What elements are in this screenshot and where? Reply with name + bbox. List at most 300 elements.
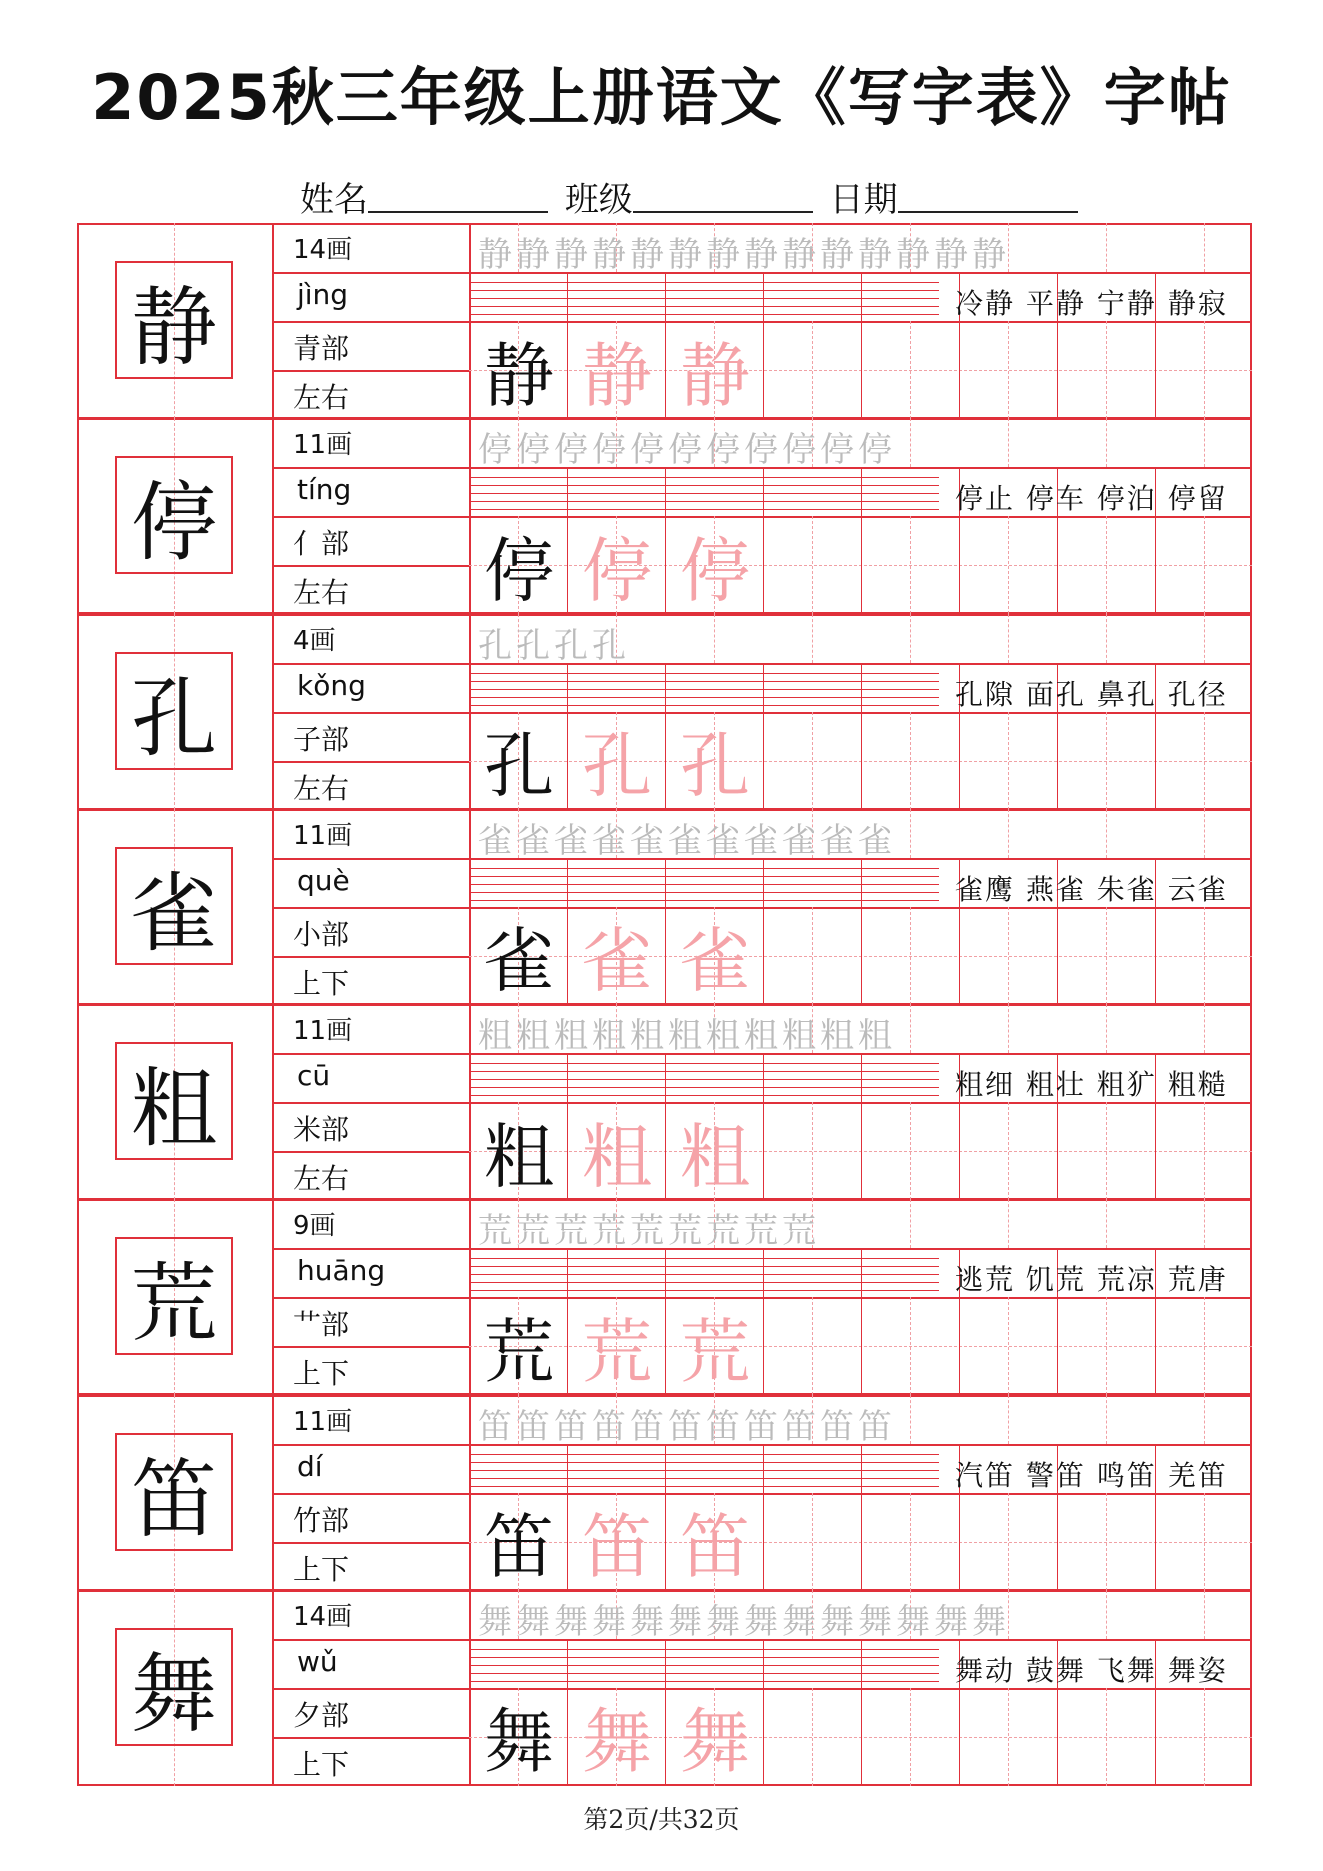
guide-line — [1008, 907, 1009, 1005]
date-label: 日期 — [829, 180, 898, 220]
example-words: 汽笛 警笛 鸣笛 羌笛 — [955, 1458, 1228, 1492]
info-row-stroke-count — [273, 1395, 469, 1444]
character-info — [273, 614, 469, 810]
guide-line — [1204, 1688, 1205, 1786]
info-row-structure — [273, 761, 469, 810]
pinyin-line — [469, 1071, 939, 1072]
pinyin-line — [469, 705, 939, 706]
guide-line — [812, 1688, 813, 1786]
cell-divider — [959, 907, 960, 1005]
character-block — [77, 1199, 1252, 1395]
main-character: 舞 — [131, 1644, 217, 1745]
cell-divider — [1057, 1688, 1058, 1786]
cell-divider — [861, 1053, 862, 1102]
row-divider — [273, 1493, 469, 1495]
cell-divider — [763, 467, 764, 516]
guide-line — [812, 907, 813, 1005]
pinyin-line — [469, 868, 939, 869]
main-character: 雀 — [131, 863, 217, 964]
example-words: 舞动 鼓舞 飞舞 舞姿 — [955, 1653, 1228, 1687]
character-block — [77, 1395, 1252, 1591]
pinyin-text: jìng — [297, 278, 349, 311]
stroke-count-text: 11画 — [293, 1016, 353, 1046]
info-row-pinyin — [273, 1248, 469, 1297]
info-row-stroke-count — [273, 614, 469, 663]
row-divider — [273, 1639, 469, 1641]
character-info — [273, 809, 469, 1005]
pinyin-line — [469, 501, 939, 502]
pinyin-line — [469, 485, 939, 486]
guide-line — [1204, 516, 1205, 614]
stroke-count-text: 14画 — [293, 1601, 353, 1632]
character-block — [77, 614, 1252, 810]
guide-line — [812, 1102, 813, 1200]
cell-divider — [763, 272, 764, 321]
cell-divider — [959, 1688, 960, 1786]
info-row-pinyin — [273, 663, 469, 712]
guide-line — [1008, 1493, 1009, 1591]
page-title: 2025秋三年级上册语文《写字表》字帖 — [91, 61, 1232, 134]
pinyin-text: kǒng — [297, 668, 366, 702]
stroke-order-sequence: 粗粗粗粗粗粗粗粗粗粗粗 — [478, 1016, 896, 1056]
radical-text: 夕部 — [293, 1698, 350, 1732]
cell-divider — [861, 1444, 862, 1493]
cell-divider — [763, 1053, 764, 1102]
stroke-count-text: 11画 — [293, 1406, 353, 1437]
stroke-order-sequence: 孔孔孔孔 — [478, 625, 630, 666]
main-character-box — [115, 1237, 233, 1355]
main-character-box — [115, 1433, 233, 1551]
cell-divider — [665, 1444, 666, 1493]
character-block — [77, 223, 1252, 419]
example-words: 停止 停车 停泊 停留 — [955, 482, 1228, 516]
pinyin-line — [469, 697, 939, 698]
class-blank[interactable] — [633, 181, 813, 213]
guide-line — [910, 516, 911, 614]
pinyin-line — [469, 1095, 939, 1096]
pinyin-line — [469, 1673, 939, 1674]
pinyin-line — [469, 1665, 939, 1666]
cell-divider — [861, 516, 862, 614]
row-divider — [273, 663, 469, 665]
stroke-order-row — [470, 614, 1250, 666]
pinyin-line — [469, 1282, 939, 1283]
pinyin-text: dí — [297, 1449, 323, 1483]
info-row-radical — [273, 1493, 469, 1542]
info-row-structure — [273, 370, 469, 419]
cell-divider — [861, 1248, 862, 1297]
guide-line — [910, 712, 911, 810]
info-row-radical — [273, 712, 469, 761]
stroke-order-sequence: 笛笛笛笛笛笛笛笛笛笛笛 — [478, 1406, 896, 1447]
character-info — [273, 1395, 469, 1591]
structure-text: 左右 — [293, 381, 350, 414]
main-character-box — [115, 847, 233, 965]
cell-divider — [1155, 712, 1156, 810]
guide-line — [910, 1493, 911, 1591]
stroke-order-row — [470, 1004, 1250, 1056]
info-row-pinyin — [273, 272, 469, 321]
character-info — [273, 1004, 469, 1200]
pinyin-line — [469, 892, 939, 893]
cell-divider — [1057, 1493, 1058, 1591]
main-character: 笛 — [131, 1449, 217, 1550]
cell-divider — [763, 1248, 764, 1297]
cell-divider — [1057, 712, 1058, 810]
guide-line — [812, 712, 813, 810]
practice-trace-char[interactable]: 雀 — [582, 920, 652, 1003]
radical-text: 亻部 — [293, 527, 350, 561]
pinyin-text: què — [297, 863, 350, 897]
guide-line — [1204, 907, 1205, 1005]
radical-text: 米部 — [293, 1113, 350, 1146]
pinyin-line — [469, 876, 939, 877]
row-divider — [273, 712, 469, 714]
info-row-stroke-count — [273, 1004, 469, 1053]
pinyin-line — [469, 689, 939, 690]
guide-line — [1008, 1297, 1009, 1395]
cell-divider — [861, 1102, 862, 1200]
example-words: 逃荒 饥荒 荒凉 荒唐 — [955, 1263, 1228, 1297]
guide-line — [910, 1688, 911, 1786]
practice-model-char: 静 — [484, 334, 554, 417]
name-blank[interactable] — [368, 181, 548, 213]
radical-text: 子部 — [293, 722, 350, 756]
stroke-order-row — [470, 418, 1250, 471]
pinyin-line — [469, 1266, 939, 1267]
character-info — [273, 1590, 469, 1786]
practice-trace-char[interactable]: 孔 — [582, 725, 652, 807]
structure-text: 左右 — [293, 576, 350, 610]
practice-model-char: 舞 — [484, 1701, 554, 1784]
info-row-radical — [273, 1688, 469, 1737]
guide-line — [1106, 907, 1107, 1005]
pinyin-line — [469, 900, 939, 901]
row-divider — [273, 321, 469, 323]
cell-divider — [665, 1248, 666, 1297]
info-row-radical — [273, 516, 469, 565]
practice-trace-char[interactable]: 舞 — [680, 1701, 750, 1784]
stroke-order-row — [470, 1590, 1250, 1642]
cell-divider — [861, 712, 862, 810]
row-divider — [273, 1444, 469, 1446]
practice-trace-char[interactable]: 孔 — [680, 725, 750, 807]
row-divider — [273, 565, 469, 567]
guide-line — [1106, 321, 1107, 419]
guide-line — [1204, 321, 1205, 419]
row-divider — [273, 467, 469, 469]
character-block — [77, 809, 1252, 1005]
guide-line — [1008, 321, 1009, 419]
guide-line — [1106, 516, 1107, 614]
pinyin-line — [469, 306, 939, 307]
cell-divider — [1155, 321, 1156, 419]
practice-trace-char[interactable]: 笛 — [582, 1506, 652, 1588]
guide-line — [1106, 1297, 1107, 1395]
cell-divider — [1155, 1297, 1156, 1395]
cell-divider — [1155, 1493, 1156, 1591]
practice-model-char: 荒 — [484, 1310, 554, 1393]
cell-divider — [665, 467, 666, 516]
info-row-radical — [273, 1297, 469, 1346]
info-row-pinyin — [273, 858, 469, 907]
cell-divider — [1057, 1297, 1058, 1395]
info-row-pinyin — [273, 1639, 469, 1688]
cell-divider — [861, 321, 862, 419]
student-info-line — [300, 172, 1084, 218]
stroke-order-row — [470, 809, 1250, 861]
main-character-box — [115, 261, 233, 379]
cell-divider — [763, 1444, 764, 1493]
pinyin-line — [469, 298, 939, 299]
structure-text: 上下 — [293, 1747, 350, 1781]
row-divider — [273, 1053, 469, 1055]
practice-trace-char[interactable]: 笛 — [680, 1506, 750, 1588]
example-words: 雀鹰 燕雀 朱雀 云雀 — [955, 872, 1228, 906]
row-divider — [273, 1102, 469, 1104]
guide-line — [1106, 1102, 1107, 1200]
cell-divider — [959, 1102, 960, 1200]
stroke-order-sequence: 荒荒荒荒荒荒荒荒荒 — [478, 1211, 820, 1252]
guide-line — [812, 1297, 813, 1395]
pinyin-text: cū — [297, 1059, 331, 1092]
practice-trace-char[interactable]: 静 — [680, 334, 750, 417]
row-divider — [273, 370, 469, 372]
guide-line — [910, 1297, 911, 1395]
practice-trace-char[interactable]: 静 — [582, 334, 652, 417]
cell-divider — [861, 907, 862, 1005]
practice-trace-char[interactable]: 舞 — [582, 1701, 652, 1784]
pinyin-line — [469, 1478, 939, 1479]
cell-divider — [665, 858, 666, 907]
cell-divider — [567, 663, 568, 712]
cell-divider — [861, 663, 862, 712]
cell-divider — [861, 1493, 862, 1591]
guide-line — [1106, 1688, 1107, 1786]
row-divider — [273, 1737, 469, 1739]
practice-model-char: 笛 — [484, 1506, 554, 1588]
pinyin-line — [469, 1290, 939, 1291]
row-divider — [273, 858, 469, 860]
stroke-order-row — [470, 1199, 1250, 1252]
class-label: 班级 — [564, 180, 633, 220]
main-character: 孔 — [131, 668, 217, 769]
character-block — [77, 1590, 1252, 1786]
stroke-order-row — [470, 1395, 1250, 1447]
pinyin-line — [469, 509, 939, 510]
pinyin-line — [469, 1649, 939, 1650]
row-divider — [273, 1346, 469, 1348]
radical-text: 青部 — [293, 332, 350, 365]
character-block — [77, 1004, 1252, 1200]
structure-text: 上下 — [293, 1357, 350, 1391]
pinyin-line — [469, 1274, 939, 1275]
pinyin-line — [469, 1063, 939, 1064]
pinyin-line — [469, 1258, 939, 1259]
row-divider — [273, 907, 469, 909]
example-words: 冷静 平静 宁静 静寂 — [955, 287, 1228, 320]
guide-line — [1106, 1493, 1107, 1591]
info-row-structure — [273, 565, 469, 614]
cell-divider — [567, 1444, 568, 1493]
pinyin-line — [469, 314, 939, 315]
cell-divider — [763, 1639, 764, 1688]
pinyin-line — [469, 1462, 939, 1463]
cell-divider — [665, 1053, 666, 1102]
radical-text: 小部 — [293, 917, 350, 951]
page-number: 第2页/共32页 — [583, 1805, 740, 1834]
cell-divider — [1155, 516, 1156, 614]
cell-divider — [1057, 1102, 1058, 1200]
cell-divider — [959, 1297, 960, 1395]
cell-divider — [665, 272, 666, 321]
pinyin-line — [469, 1486, 939, 1487]
practice-trace-char[interactable]: 停 — [680, 529, 750, 612]
main-character-box — [115, 1628, 233, 1746]
practice-model-char: 粗 — [484, 1115, 554, 1198]
pinyin-line — [469, 493, 939, 494]
row-divider — [273, 1542, 469, 1544]
main-character-box — [115, 1042, 233, 1160]
pinyin-line — [469, 1470, 939, 1471]
row-divider — [273, 1297, 469, 1299]
pinyin-line — [469, 1087, 939, 1088]
practice-sheet — [77, 223, 1252, 1785]
example-words: 粗细 粗壮 粗犷 粗糙 — [955, 1068, 1228, 1101]
guide-line — [1008, 1102, 1009, 1200]
cell-divider — [665, 663, 666, 712]
example-words: 孔隙 面孔 鼻孔 孔径 — [955, 677, 1228, 711]
pinyin-line — [469, 673, 939, 674]
pinyin-line — [469, 1454, 939, 1455]
row-divider — [273, 516, 469, 518]
stroke-count-text: 9画 — [293, 1211, 336, 1242]
cell-divider — [959, 516, 960, 614]
info-row-pinyin — [273, 1053, 469, 1102]
stroke-order-sequence: 雀雀雀雀雀雀雀雀雀雀雀 — [478, 820, 896, 861]
stroke-count-text: 11画 — [293, 430, 353, 461]
guide-line — [812, 321, 813, 419]
pinyin-line — [469, 1657, 939, 1658]
info-row-structure — [273, 1542, 469, 1591]
row-divider — [273, 1151, 469, 1153]
stroke-order-row — [470, 223, 1250, 275]
stroke-count-text: 4画 — [293, 625, 336, 656]
cell-divider — [1057, 321, 1058, 419]
cell-divider — [1155, 907, 1156, 1005]
pinyin-text: tíng — [297, 473, 352, 507]
character-info — [273, 223, 469, 419]
stroke-order-sequence: 舞舞舞舞舞舞舞舞舞舞舞舞舞舞 — [478, 1601, 1010, 1642]
character-info — [273, 418, 469, 614]
cell-divider — [1155, 1688, 1156, 1786]
cell-divider — [1057, 516, 1058, 614]
main-character: 静 — [131, 278, 217, 378]
guide-line — [910, 907, 911, 1005]
structure-text: 左右 — [293, 771, 350, 805]
main-character: 停 — [131, 473, 217, 574]
row-divider — [273, 1248, 469, 1250]
cell-divider — [763, 663, 764, 712]
info-row-stroke-count — [273, 1590, 469, 1639]
cell-divider — [665, 1639, 666, 1688]
practice-trace-char[interactable]: 停 — [582, 529, 652, 612]
radical-text: 艹部 — [293, 1308, 350, 1342]
cell-divider — [959, 1493, 960, 1591]
row-divider — [273, 956, 469, 958]
guide-line — [910, 1102, 911, 1200]
cell-divider — [567, 272, 568, 321]
info-row-pinyin — [273, 1444, 469, 1493]
pinyin-line — [469, 477, 939, 478]
guide-line — [1204, 1493, 1205, 1591]
cell-divider — [861, 858, 862, 907]
cell-divider — [959, 321, 960, 419]
stroke-order-sequence: 静静静静静静静静静静静静静静 — [478, 235, 1010, 275]
cell-divider — [567, 858, 568, 907]
cell-divider — [861, 1639, 862, 1688]
guide-line — [1008, 1688, 1009, 1786]
info-row-pinyin — [273, 467, 469, 516]
info-row-radical — [273, 1102, 469, 1151]
guide-line — [1008, 712, 1009, 810]
stroke-order-sequence: 停停停停停停停停停停停 — [478, 430, 896, 471]
pinyin-line — [469, 290, 939, 291]
main-character: 荒 — [131, 1254, 217, 1355]
info-row-stroke-count — [273, 418, 469, 467]
practice-trace-char[interactable]: 粗 — [582, 1115, 652, 1198]
cell-divider — [959, 712, 960, 810]
info-row-stroke-count — [273, 223, 469, 272]
pinyin-line — [469, 1681, 939, 1682]
cell-divider — [763, 858, 764, 907]
cell-divider — [861, 1688, 862, 1786]
structure-text: 上下 — [293, 1552, 350, 1586]
info-row-radical — [273, 321, 469, 370]
structure-text: 上下 — [293, 966, 350, 1000]
practice-trace-char[interactable]: 粗 — [680, 1115, 750, 1198]
practice-trace-char[interactable]: 雀 — [680, 920, 750, 1003]
cell-divider — [567, 1639, 568, 1688]
pinyin-line — [469, 1079, 939, 1080]
practice-trace-char[interactable]: 荒 — [680, 1310, 750, 1393]
stroke-count-text: 11画 — [293, 820, 353, 851]
practice-model-char: 停 — [484, 529, 554, 612]
info-row-radical — [273, 907, 469, 956]
guide-line — [910, 321, 911, 419]
radical-text: 竹部 — [293, 1503, 350, 1537]
pinyin-line — [469, 884, 939, 885]
character-info — [273, 1199, 469, 1395]
main-character-box — [115, 456, 233, 574]
row-divider — [273, 761, 469, 763]
pinyin-line — [469, 282, 939, 283]
cell-divider — [567, 1053, 568, 1102]
guide-line — [1204, 1102, 1205, 1200]
practice-trace-char[interactable]: 荒 — [582, 1310, 652, 1393]
character-block — [77, 418, 1252, 614]
pinyin-text: wǔ — [297, 1644, 338, 1678]
date-blank[interactable] — [898, 181, 1078, 213]
info-row-stroke-count — [273, 809, 469, 858]
cell-divider — [1057, 907, 1058, 1005]
cell-divider — [861, 1297, 862, 1395]
guide-line — [812, 1493, 813, 1591]
cell-divider — [1155, 1102, 1156, 1200]
info-row-structure — [273, 1737, 469, 1786]
structure-text: 左右 — [293, 1162, 350, 1195]
cell-divider — [567, 467, 568, 516]
